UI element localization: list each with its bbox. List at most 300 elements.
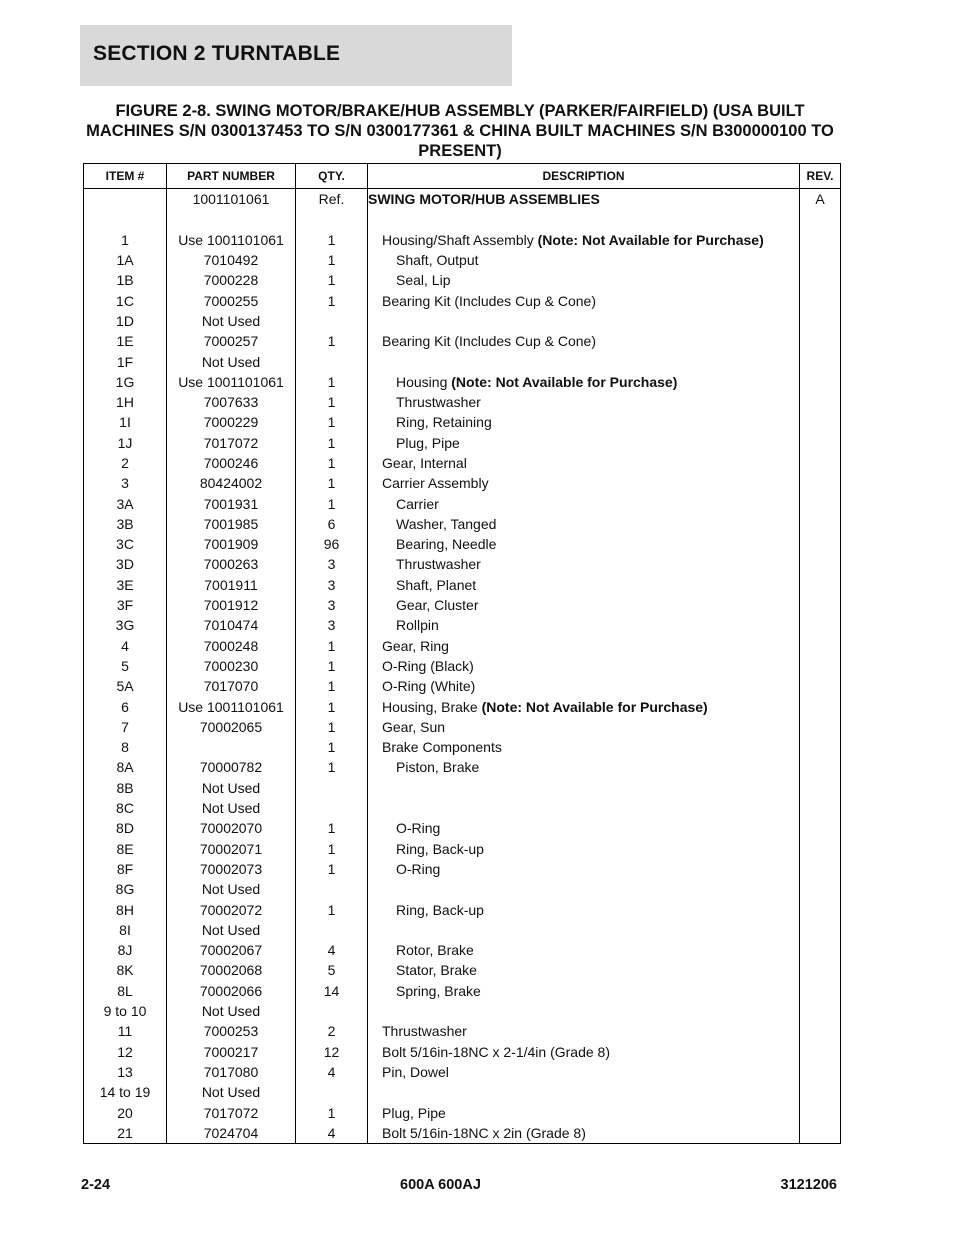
rev-cell bbox=[800, 412, 841, 432]
part-number-cell: 70002066 bbox=[167, 981, 296, 1001]
item-number-cell: 11 bbox=[84, 1021, 167, 1041]
table-row bbox=[84, 1082, 841, 1102]
description-text: Brake Components bbox=[382, 739, 502, 756]
item-number-cell: 8E bbox=[84, 839, 167, 859]
qty-cell: 1 bbox=[296, 331, 368, 351]
table-row bbox=[84, 595, 841, 615]
table-row bbox=[84, 473, 841, 493]
item-number-cell bbox=[84, 209, 167, 229]
part-number-cell: 70002073 bbox=[167, 859, 296, 879]
table-row bbox=[84, 778, 841, 798]
description-cell bbox=[368, 250, 800, 270]
description-cell bbox=[368, 493, 800, 513]
table-row bbox=[84, 636, 841, 656]
rev-cell bbox=[800, 717, 841, 737]
description-bold-text: (Note: Not Available for Purchase) bbox=[481, 698, 708, 715]
part-number-cell: 7001985 bbox=[167, 514, 296, 534]
model-name: 600A 600AJ bbox=[400, 1177, 481, 1193]
qty-cell: 1 bbox=[296, 656, 368, 676]
rev-cell bbox=[800, 1102, 841, 1122]
table-row bbox=[84, 433, 841, 453]
description-text: Gear, Internal bbox=[382, 455, 467, 471]
part-number-cell: Not Used bbox=[167, 778, 296, 798]
qty-cell: 1 bbox=[296, 717, 368, 737]
item-number-cell: 8H bbox=[84, 899, 167, 919]
rev-cell bbox=[800, 859, 841, 879]
qty-cell bbox=[296, 798, 368, 818]
qty-cell: 1 bbox=[296, 230, 368, 250]
rev-cell bbox=[800, 209, 841, 229]
description-cell bbox=[368, 534, 800, 554]
document-number: 3121206 bbox=[780, 1177, 837, 1193]
description-text: Piston, Brake bbox=[396, 759, 480, 776]
rev-cell bbox=[800, 636, 841, 656]
description-cell bbox=[368, 1082, 800, 1102]
table-row bbox=[84, 737, 841, 757]
description-text: Thrustwasher bbox=[396, 394, 481, 411]
table-row bbox=[84, 818, 841, 838]
parts-table bbox=[83, 163, 841, 1144]
description-bold-text: SWING MOTOR/HUB ASSEMBLIES bbox=[368, 191, 600, 208]
description-text: Housing bbox=[396, 373, 452, 390]
table-row bbox=[84, 879, 841, 899]
item-number-cell: 1A bbox=[84, 250, 167, 270]
item-number-cell: 1D bbox=[84, 311, 167, 331]
qty-cell: 1 bbox=[296, 818, 368, 838]
description-cell bbox=[368, 392, 800, 412]
item-number-cell: 1E bbox=[84, 331, 167, 351]
description-text: Spring, Brake bbox=[396, 982, 481, 999]
description-text: Ring, Back-up bbox=[396, 840, 484, 857]
qty-cell: 1 bbox=[296, 290, 368, 310]
part-number-cell bbox=[167, 209, 296, 229]
qty-cell bbox=[296, 351, 368, 371]
part-number-cell: 80424002 bbox=[167, 473, 296, 493]
description-text: Pin, Dowel bbox=[382, 1063, 449, 1080]
table-row bbox=[84, 899, 841, 919]
description-cell bbox=[368, 351, 800, 371]
part-number-cell: 7017080 bbox=[167, 1062, 296, 1082]
table-row bbox=[84, 331, 841, 351]
item-number-cell: 3F bbox=[84, 595, 167, 615]
table-row bbox=[84, 372, 841, 392]
description-cell bbox=[368, 737, 800, 757]
description-cell bbox=[368, 960, 800, 980]
part-number-cell: 70002070 bbox=[167, 818, 296, 838]
rev-cell bbox=[800, 899, 841, 919]
table-row bbox=[84, 534, 841, 554]
item-number-cell: 8K bbox=[84, 960, 167, 980]
item-number-cell: 3B bbox=[84, 514, 167, 534]
section-title: SECTION 2 TURNTABLE bbox=[93, 42, 341, 65]
table-row bbox=[84, 311, 841, 331]
description-cell bbox=[368, 981, 800, 1001]
description-bold-text: (Note: Not Available for Purchase) bbox=[537, 231, 764, 248]
qty-cell bbox=[296, 1082, 368, 1102]
rev-cell bbox=[800, 981, 841, 1001]
description-text: O-Ring bbox=[396, 820, 441, 837]
qty-cell bbox=[296, 209, 368, 229]
item-number-cell: 1G bbox=[84, 372, 167, 392]
qty-cell: 1 bbox=[296, 839, 368, 859]
item-number-cell: 21 bbox=[84, 1123, 167, 1144]
rev-cell bbox=[800, 798, 841, 818]
item-number-cell: 8I bbox=[84, 920, 167, 940]
table-row bbox=[84, 656, 841, 676]
table-header-row bbox=[84, 164, 841, 189]
item-number-cell: 1 bbox=[84, 230, 167, 250]
part-number-cell: 7000263 bbox=[167, 554, 296, 574]
part-number-cell: 70000782 bbox=[167, 757, 296, 777]
item-number-cell: 8 bbox=[84, 737, 167, 757]
rev-cell bbox=[800, 1062, 841, 1082]
rev-cell bbox=[800, 839, 841, 859]
rev-cell bbox=[800, 453, 841, 473]
part-number-cell: Not Used bbox=[167, 879, 296, 899]
rev-cell bbox=[800, 1041, 841, 1061]
item-number-cell: 3D bbox=[84, 554, 167, 574]
qty-cell: 3 bbox=[296, 615, 368, 635]
description-cell bbox=[368, 656, 800, 676]
part-number-cell: 7000217 bbox=[167, 1041, 296, 1061]
table-row bbox=[84, 757, 841, 777]
part-number-cell: 70002068 bbox=[167, 960, 296, 980]
description-text: Ring, Retaining bbox=[396, 414, 492, 431]
description-cell bbox=[368, 757, 800, 777]
item-number-cell: 14 to 19 bbox=[84, 1082, 167, 1102]
rev-cell bbox=[800, 757, 841, 777]
description-cell bbox=[368, 940, 800, 960]
part-number-cell: 7001912 bbox=[167, 595, 296, 615]
item-number-cell: 3G bbox=[84, 615, 167, 635]
table-row bbox=[84, 493, 841, 513]
table-row bbox=[84, 859, 841, 879]
qty-cell: 1 bbox=[296, 1102, 368, 1122]
rev-cell bbox=[800, 473, 841, 493]
description-text: Gear, Ring bbox=[382, 637, 449, 654]
qty-cell: 12 bbox=[296, 1041, 368, 1061]
rev-cell bbox=[800, 493, 841, 513]
item-number-cell: 1J bbox=[84, 433, 167, 453]
description-text: Thrustwasher bbox=[396, 556, 481, 573]
description-cell bbox=[368, 615, 800, 635]
part-number-cell: 7010474 bbox=[167, 615, 296, 635]
table-row bbox=[84, 1041, 841, 1061]
description-text: Bearing Kit (Includes Cup & Cone) bbox=[382, 333, 596, 350]
description-text: Bolt 5/16in-18NC x 2-1/4in (Grade 8) bbox=[382, 1043, 610, 1060]
description-text: Stator, Brake bbox=[396, 962, 477, 979]
part-number-cell: Not Used bbox=[167, 1001, 296, 1021]
table-row bbox=[84, 554, 841, 574]
qty-cell: 96 bbox=[296, 534, 368, 554]
item-number-cell: 1I bbox=[84, 412, 167, 432]
description-cell bbox=[368, 636, 800, 656]
rev-cell bbox=[800, 270, 841, 290]
description-cell bbox=[368, 575, 800, 595]
part-number-cell: 7000246 bbox=[167, 453, 296, 473]
table-row bbox=[84, 270, 841, 290]
description-cell bbox=[368, 331, 800, 351]
description-cell bbox=[368, 818, 800, 838]
description-cell bbox=[368, 778, 800, 798]
table-row bbox=[84, 920, 841, 940]
table-row bbox=[84, 798, 841, 818]
rev-cell bbox=[800, 1123, 841, 1144]
description-cell bbox=[368, 859, 800, 879]
part-number-cell: 7010492 bbox=[167, 250, 296, 270]
qty-cell: 3 bbox=[296, 554, 368, 574]
rev-cell bbox=[800, 656, 841, 676]
header-item: ITEM # bbox=[84, 164, 167, 189]
description-text: Plug, Pipe bbox=[396, 434, 460, 451]
qty-cell: 1 bbox=[296, 270, 368, 290]
rev-cell bbox=[800, 372, 841, 392]
description-text: Rotor, Brake bbox=[396, 942, 474, 959]
header-part-number: PART NUMBER bbox=[167, 164, 296, 189]
qty-cell: 1 bbox=[296, 473, 368, 493]
item-number-cell: 3A bbox=[84, 493, 167, 513]
rev-cell bbox=[800, 311, 841, 331]
part-number-cell: 7000230 bbox=[167, 656, 296, 676]
description-text: Bolt 5/16in-18NC x 2in (Grade 8) bbox=[382, 1124, 586, 1141]
table-row bbox=[84, 940, 841, 960]
qty-cell: 1 bbox=[296, 636, 368, 656]
description-text: Shaft, Planet bbox=[396, 576, 477, 593]
description-cell bbox=[368, 189, 800, 210]
table-row bbox=[84, 290, 841, 310]
item-number-cell: 5A bbox=[84, 676, 167, 696]
table-row bbox=[84, 412, 841, 432]
table-row bbox=[84, 453, 841, 473]
rev-cell bbox=[800, 1021, 841, 1041]
qty-cell bbox=[296, 1001, 368, 1021]
item-number-cell: 8L bbox=[84, 981, 167, 1001]
rev-cell bbox=[800, 575, 841, 595]
part-number-cell: 7001931 bbox=[167, 493, 296, 513]
item-number-cell: 9 to 10 bbox=[84, 1001, 167, 1021]
description-cell bbox=[368, 290, 800, 310]
item-number-cell: 1B bbox=[84, 270, 167, 290]
rev-cell bbox=[800, 737, 841, 757]
item-number-cell: 4 bbox=[84, 636, 167, 656]
description-text: O-Ring (Black) bbox=[382, 657, 474, 674]
item-number-cell: 8J bbox=[84, 940, 167, 960]
description-text: Washer, Tanged bbox=[396, 515, 497, 532]
description-cell bbox=[368, 899, 800, 919]
rev-cell bbox=[800, 554, 841, 574]
table-row bbox=[84, 351, 841, 371]
qty-cell bbox=[296, 879, 368, 899]
rev-cell bbox=[800, 392, 841, 412]
description-cell bbox=[368, 473, 800, 493]
description-cell bbox=[368, 1001, 800, 1021]
part-number-cell bbox=[167, 737, 296, 757]
rev-cell bbox=[800, 1082, 841, 1102]
description-cell bbox=[368, 798, 800, 818]
part-number-cell: Not Used bbox=[167, 798, 296, 818]
table-row bbox=[84, 209, 841, 229]
description-cell bbox=[368, 1041, 800, 1061]
part-number-cell: 7017070 bbox=[167, 676, 296, 696]
rev-cell bbox=[800, 778, 841, 798]
description-text: Ring, Back-up bbox=[396, 901, 484, 918]
description-text: Bearing, Needle bbox=[396, 536, 497, 553]
header-description: DESCRIPTION bbox=[368, 164, 800, 189]
qty-cell: 1 bbox=[296, 676, 368, 696]
section-header bbox=[80, 25, 512, 86]
qty-cell: 1 bbox=[296, 859, 368, 879]
rev-cell bbox=[800, 230, 841, 250]
part-number-cell: 70002071 bbox=[167, 839, 296, 859]
part-number-cell: 7000257 bbox=[167, 331, 296, 351]
item-number-cell: 3 bbox=[84, 473, 167, 493]
item-number-cell: 5 bbox=[84, 656, 167, 676]
description-cell bbox=[368, 839, 800, 859]
header-qty: QTY. bbox=[296, 164, 368, 189]
rev-cell bbox=[800, 676, 841, 696]
description-text: Gear, Sun bbox=[382, 718, 446, 735]
item-number-cell bbox=[84, 189, 167, 210]
rev-cell bbox=[800, 920, 841, 940]
qty-cell: 1 bbox=[296, 392, 368, 412]
rev-cell bbox=[800, 879, 841, 899]
part-number-cell: 7000229 bbox=[167, 412, 296, 432]
part-number-cell: Use 1001101061 bbox=[167, 696, 296, 716]
description-text: Housing, Brake bbox=[382, 698, 482, 715]
rev-cell bbox=[800, 351, 841, 371]
rev-cell bbox=[800, 433, 841, 453]
table-row bbox=[84, 696, 841, 716]
description-bold-text: (Note: Not Available for Purchase) bbox=[451, 373, 678, 390]
qty-cell: 2 bbox=[296, 1021, 368, 1041]
item-number-cell: 20 bbox=[84, 1102, 167, 1122]
qty-cell: 1 bbox=[296, 453, 368, 473]
description-cell bbox=[368, 412, 800, 432]
part-number-cell: 7000255 bbox=[167, 290, 296, 310]
table-row bbox=[84, 1123, 841, 1144]
item-number-cell: 8D bbox=[84, 818, 167, 838]
description-text: Plug, Pipe bbox=[382, 1104, 446, 1121]
item-number-cell: 12 bbox=[84, 1041, 167, 1061]
table-row bbox=[84, 676, 841, 696]
header-rev: REV. bbox=[800, 164, 841, 189]
part-number-cell: 7000248 bbox=[167, 636, 296, 656]
table-row bbox=[84, 230, 841, 250]
rev-cell bbox=[800, 696, 841, 716]
item-number-cell: 1F bbox=[84, 351, 167, 371]
qty-cell: 6 bbox=[296, 514, 368, 534]
item-number-cell: 7 bbox=[84, 717, 167, 737]
description-text: Bearing Kit (Includes Cup & Cone) bbox=[382, 292, 596, 309]
description-cell bbox=[368, 595, 800, 615]
qty-cell: 1 bbox=[296, 757, 368, 777]
description-cell bbox=[368, 433, 800, 453]
qty-cell: 14 bbox=[296, 981, 368, 1001]
part-number-cell: Not Used bbox=[167, 351, 296, 371]
part-number-cell: 7001911 bbox=[167, 575, 296, 595]
description-cell bbox=[368, 453, 800, 473]
qty-cell: 1 bbox=[296, 737, 368, 757]
part-number-cell: 7000253 bbox=[167, 1021, 296, 1041]
table-row bbox=[84, 1021, 841, 1041]
part-number-cell: 70002067 bbox=[167, 940, 296, 960]
table-row bbox=[84, 717, 841, 737]
description-cell bbox=[368, 920, 800, 940]
description-text: Carrier Assembly bbox=[382, 475, 489, 492]
description-text: Shaft, Output bbox=[396, 252, 479, 269]
description-cell bbox=[368, 270, 800, 290]
qty-cell: 4 bbox=[296, 1062, 368, 1082]
part-number-cell: Not Used bbox=[167, 920, 296, 940]
description-cell bbox=[368, 554, 800, 574]
table-row bbox=[84, 250, 841, 270]
description-cell bbox=[368, 1123, 800, 1144]
description-cell bbox=[368, 1102, 800, 1122]
rev-cell bbox=[800, 595, 841, 615]
figure-title: FIGURE 2-8. SWING MOTOR/BRAKE/HUB ASSEMBLY (PARKER/FAIRFIELD) (USA BUILT MACHINES S/N 0300137453 TO S/N 0300177361 & CHINA BUILT MACHINES S/N B300000100 TO PRESENT) bbox=[86, 102, 834, 160]
description-cell bbox=[368, 209, 800, 229]
item-number-cell: 8C bbox=[84, 798, 167, 818]
table-row bbox=[84, 981, 841, 1001]
item-number-cell: 1C bbox=[84, 290, 167, 310]
part-number-cell: 7024704 bbox=[167, 1123, 296, 1144]
part-number-cell: Not Used bbox=[167, 1082, 296, 1102]
description-text: Seal, Lip bbox=[396, 272, 451, 289]
qty-cell bbox=[296, 311, 368, 331]
item-number-cell: 3C bbox=[84, 534, 167, 554]
rev-cell: A bbox=[800, 189, 841, 210]
description-text: Carrier bbox=[396, 495, 439, 512]
part-number-cell: 7007633 bbox=[167, 392, 296, 412]
item-number-cell: 3E bbox=[84, 575, 167, 595]
part-number-cell: 1001101061 bbox=[167, 189, 296, 210]
qty-cell: Ref. bbox=[296, 189, 368, 210]
qty-cell: 1 bbox=[296, 412, 368, 432]
part-number-cell: 7017072 bbox=[167, 1102, 296, 1122]
description-cell bbox=[368, 676, 800, 696]
item-number-cell: 8B bbox=[84, 778, 167, 798]
qty-cell: 4 bbox=[296, 1123, 368, 1144]
description-cell bbox=[368, 1062, 800, 1082]
qty-cell: 1 bbox=[296, 899, 368, 919]
part-number-cell: 7017072 bbox=[167, 433, 296, 453]
table-row bbox=[84, 839, 841, 859]
table-row bbox=[84, 1001, 841, 1021]
qty-cell: 1 bbox=[296, 250, 368, 270]
part-number-cell: Not Used bbox=[167, 311, 296, 331]
item-number-cell: 8G bbox=[84, 879, 167, 899]
rev-cell bbox=[800, 960, 841, 980]
description-cell bbox=[368, 696, 800, 716]
qty-cell: 4 bbox=[296, 940, 368, 960]
description-text: Housing/Shaft Assembly bbox=[382, 231, 538, 248]
description-text: Thrustwasher bbox=[382, 1023, 467, 1040]
qty-cell bbox=[296, 920, 368, 940]
rev-cell bbox=[800, 818, 841, 838]
part-number-cell: 7000228 bbox=[167, 270, 296, 290]
table-row bbox=[84, 392, 841, 412]
item-number-cell: 8A bbox=[84, 757, 167, 777]
item-number-cell: 13 bbox=[84, 1062, 167, 1082]
part-number-cell: 70002072 bbox=[167, 899, 296, 919]
table-row bbox=[84, 1102, 841, 1122]
description-cell bbox=[368, 879, 800, 899]
table-row bbox=[84, 514, 841, 534]
description-cell bbox=[368, 717, 800, 737]
page-number: 2-24 bbox=[81, 1177, 111, 1193]
table-row bbox=[84, 189, 841, 210]
description-cell bbox=[368, 1021, 800, 1041]
